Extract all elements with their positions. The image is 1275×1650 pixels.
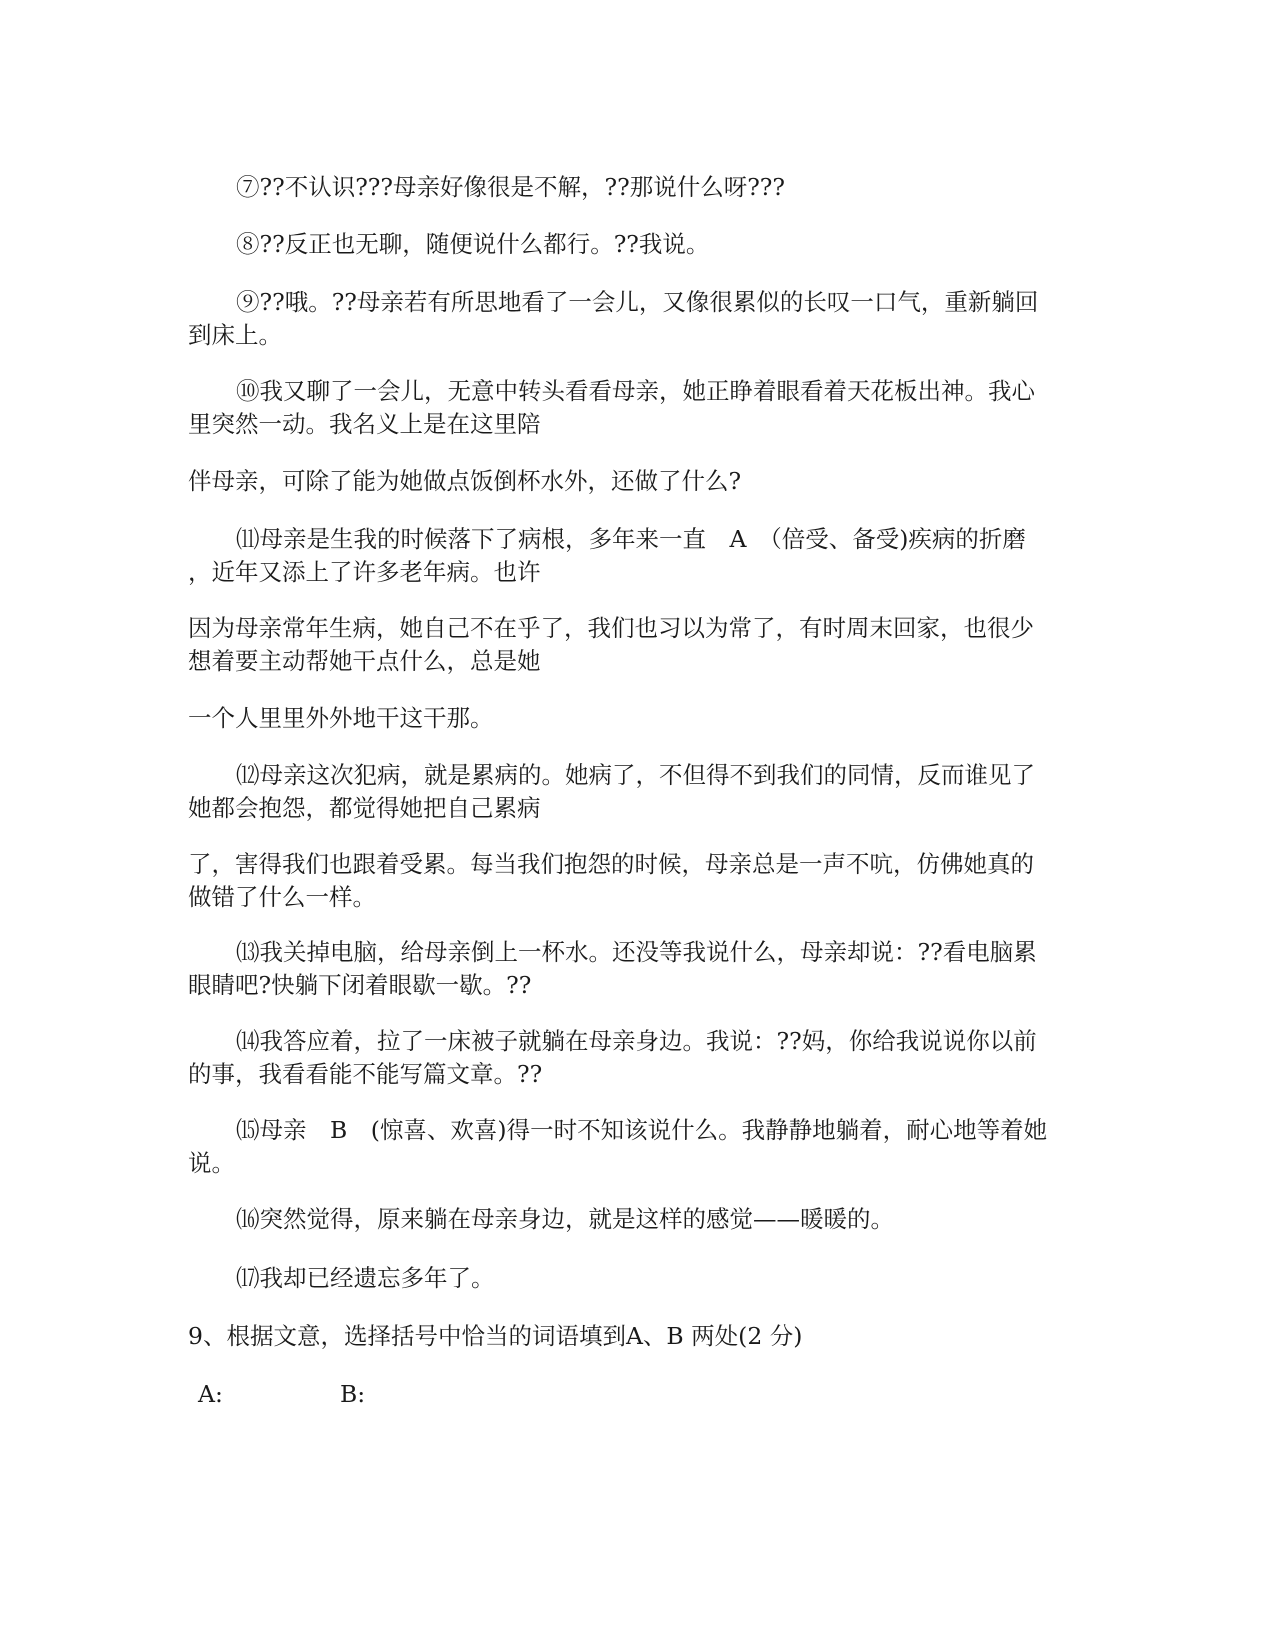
question-9: 9、根据文意，选择括号中恰当的词语填到A、B 两处(2 分) (188, 1322, 803, 1350)
paragraph-9-line-1: ⑨??哦。??母亲若有所思地看了一会儿，又像很累似的长叹一口气，重新躺回 (236, 288, 1039, 316)
paragraph-10-line-1: ⑩我又聊了一会儿，无意中转头看看母亲，她正睁着眼看着天花板出神。我心 (236, 377, 1035, 405)
paragraph-7: ⑦??不认识???母亲好像很是不解，??那说什么呀??? (236, 173, 785, 201)
paragraph-10-line-3: 伴母亲，可除了能为她做点饭倒杯水外，还做了什么? (188, 467, 742, 495)
paragraph-11-line-1: ⑾母亲是生我的时候落下了病根，多年来一直 A （倍受、备受)疾病的折磨 (236, 525, 1026, 553)
answer-b-label: B: (340, 1380, 366, 1408)
paragraph-8: ⑧??反正也无聊，随便说什么都行。??我说。 (236, 230, 710, 258)
paragraph-15-line-1: ⒂母亲 B (惊喜、欢喜)得一时不知该说什么。我静静地躺着，耐心地等着她 (236, 1116, 1048, 1144)
paragraph-14-line-1: ⒁我答应着，拉了一床被子就躺在母亲身边。我说：??妈，你给我说说你以前 (236, 1027, 1037, 1055)
paragraph-15-line-2: 说。 (188, 1149, 235, 1177)
paragraph-14-line-2: 的事，我看看能不能写篇文章。?? (188, 1060, 543, 1088)
paragraph-11-line-5: 一个人里里外外地干这干那。 (188, 704, 494, 732)
paragraph-11-line-3: 因为母亲常年生病，她自己不在乎了，我们也习以为常了，有时周末回家，也很少 (188, 614, 1034, 642)
paragraph-11-line-2: ，近年又添上了许多老年病。也许 (188, 558, 541, 586)
paragraph-12-line-2: 她都会抱怨，都觉得她把自己累病 (188, 794, 541, 822)
paragraph-13-line-1: ⒀我关掉电脑，给母亲倒上一杯水。还没等我说什么，母亲却说：??看电脑累 (236, 938, 1037, 966)
paragraph-12-line-4: 做错了什么一样。 (188, 883, 376, 911)
paragraph-10-line-2: 里突然一动。我名义上是在这里陪 (188, 410, 541, 438)
paragraph-12-line-3: 了，害得我们也跟着受累。每当我们抱怨的时候，母亲总是一声不吭，仿佛她真的 (188, 850, 1034, 878)
paragraph-9-line-2: 到床上。 (188, 321, 282, 349)
answer-a-label: A: (198, 1380, 223, 1408)
paragraph-17: ⒄我却已经遗忘多年了。 (236, 1264, 495, 1292)
paragraph-16: ⒃突然觉得，原来躺在母亲身边，就是这样的感觉——暖暖的。 (236, 1205, 894, 1233)
paragraph-11-line-4: 想着要主动帮她干点什么，总是她 (188, 647, 541, 675)
paragraph-12-line-1: ⑿母亲这次犯病，就是累病的。她病了，不但得不到我们的同情，反而谁见了 (236, 761, 1035, 789)
paragraph-13-line-2: 眼睛吧?快躺下闭着眼歇一歇。?? (188, 971, 532, 999)
